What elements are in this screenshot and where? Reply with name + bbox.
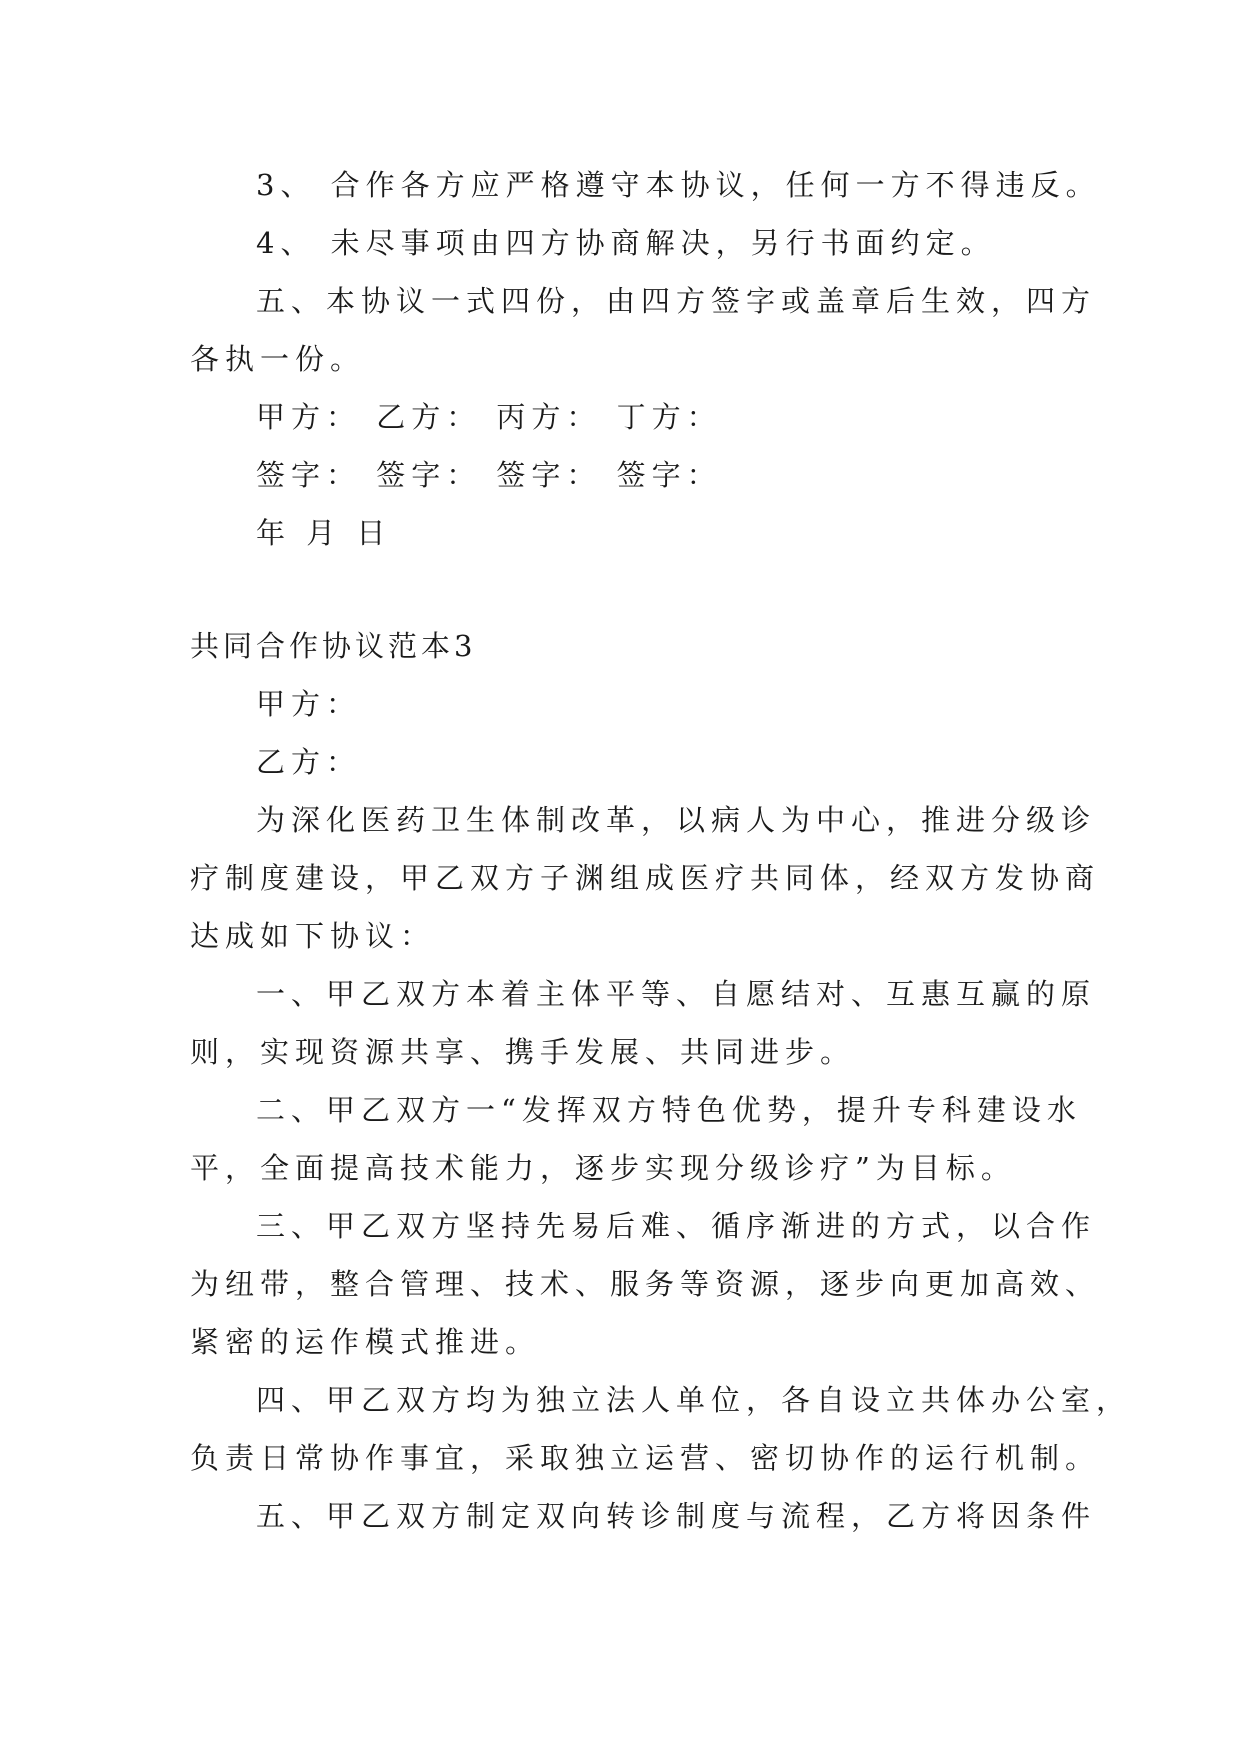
article-3-line-3: 紧密的运作模式推进。 (190, 1325, 541, 1359)
party-labels: 甲方： 乙方： 丙方： 丁方： (256, 400, 722, 434)
preamble-line-2: 疗制度建设，甲乙双方子渊组成医疗共同体，经双方发协商 (190, 861, 1101, 895)
party-b-label: 乙方： (256, 745, 362, 779)
article-5-line-1: 五、甲乙双方制定双向转诊制度与流程，乙方将因条件 (256, 1499, 1097, 1533)
article-2-line-2: 平，全面提高技术能力，逐步实现分级诊疗”为目标。 (190, 1151, 1016, 1185)
article-3-line-2: 为纽带，整合管理、技术、服务等资源，逐步向更加高效、 (190, 1267, 1101, 1301)
article-2-line-1: 二、甲乙双方一“发挥双方特色优势，提升专科建设水 (256, 1093, 1082, 1127)
signature-labels: 签字： 签字： 签字： 签字： (256, 458, 722, 492)
article-1-line-2: 则，实现资源共享、携手发展、共同进步。 (190, 1035, 856, 1069)
party-a-label: 甲方： (256, 687, 362, 721)
article-4-line-2: 负责日常协作事宜，采取独立运营、密切协作的运行机制。 (190, 1441, 1101, 1475)
article-4-line-1: 四、甲乙双方均为独立法人单位，各自设立共体办公室， (256, 1383, 1132, 1417)
section-5-line-2: 各执一份。 (190, 342, 366, 376)
clause-4: 4、 未尽事项由四方协商解决，另行书面约定。 (256, 226, 996, 260)
section-5-line-1: 五、本协议一式四份，由四方签字或盖章后生效，四方 (256, 284, 1097, 318)
clause-3: 3、 合作各方应严格遵守本协议，任何一方不得违反。 (256, 168, 1101, 202)
article-1-line-1: 一、甲乙双方本着主体平等、自愿结对、互惠互赢的原 (256, 977, 1097, 1011)
document-title: 共同合作协议范本3 (190, 629, 477, 663)
preamble-line-1: 为深化医药卫生体制改革，以病人为中心，推进分级诊 (256, 803, 1097, 837)
date-line: 年 月 日 (256, 516, 392, 550)
preamble-line-3: 达成如下协议： (190, 919, 436, 953)
article-3-line-1: 三、甲乙双方坚持先易后难、循序渐进的方式，以合作 (256, 1209, 1097, 1243)
